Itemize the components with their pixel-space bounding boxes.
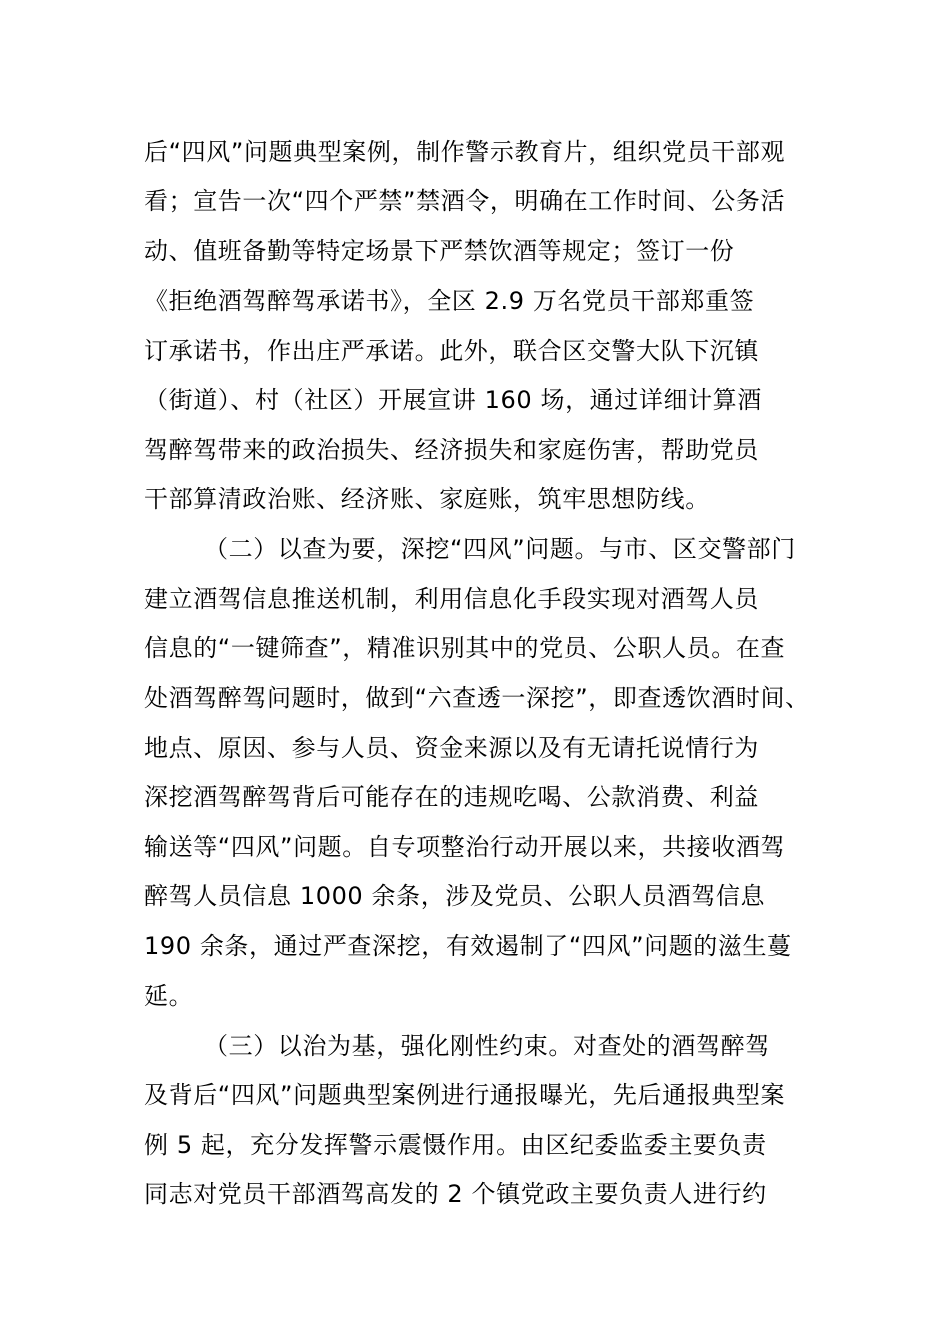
paragraph-heading-3: （三）以治为基，强化刚性约束。对查处的酒驾醉驾 (204, 1032, 770, 1060)
text-line: 建立酒驾信息推送机制，利用信息化手段实现对酒驾人员 (144, 585, 759, 613)
text-line: 同志对党员干部酒驾高发的 2 个镇党政主要负责人进行约 (144, 1180, 767, 1208)
text-line: （街道）、村（社区）开展宣讲 160 场，通过详细计算酒 (144, 386, 762, 414)
text-line: 信息的“一键筛查”，精准识别其中的党员、公职人员。在查 (144, 634, 786, 662)
text-line: 处酒驾醉驾问题时，做到“六查透一深挖”，即查透饮酒时间、 (144, 684, 810, 712)
text-line: 及背后“四风”问题典型案例进行通报曝光，先后通报典型案 (144, 1081, 786, 1109)
text-line: 驾醉驾带来的政治损失、经济损失和家庭伤害，帮助党员 (144, 436, 759, 464)
paragraph-heading-2: （二）以查为要，深挖“四风”问题。与市、区交警部门 (204, 535, 796, 563)
text-line: 深挖酒驾醉驾背后可能存在的违规吃喝、公款消费、利益 (144, 783, 759, 811)
text-line: 看；宣告一次“四个严禁”禁酒令，明确在工作时间、公务活 (144, 187, 786, 215)
text-line: 190 余条，通过严查深挖，有效遏制了“四风”问题的滋生蔓 (144, 932, 792, 960)
text-line: 《拒绝酒驾醉驾承诺书》，全区 2.9 万名党员干部郑重签 (144, 287, 755, 315)
text-line: 订承诺书，作出庄严承诺。此外，联合区交警大队下沉镇 (144, 337, 759, 365)
text-line: 延。 (144, 982, 194, 1010)
text-line: 后“四风”问题典型案例，制作警示教育片，组织党员干部观 (144, 138, 786, 166)
text-line: 例 5 起，充分发挥警示震慑作用。由区纪委监委主要负责 (144, 1131, 767, 1159)
text-line: 干部算清政治账、经济账、家庭账，筑牢思想防线。 (144, 485, 710, 513)
text-line: 动、值班备勤等特定场景下严禁饮酒等规定；签订一份 (144, 237, 735, 265)
text-line: 醉驾人员信息 1000 余条，涉及党员、公职人员酒驾信息 (144, 882, 766, 910)
text-line: 输送等“四风”问题。自专项整治行动开展以来，共接收酒驾 (144, 833, 786, 861)
text-line: 地点、原因、参与人员、资金来源以及有无请托说情行为 (144, 734, 759, 762)
